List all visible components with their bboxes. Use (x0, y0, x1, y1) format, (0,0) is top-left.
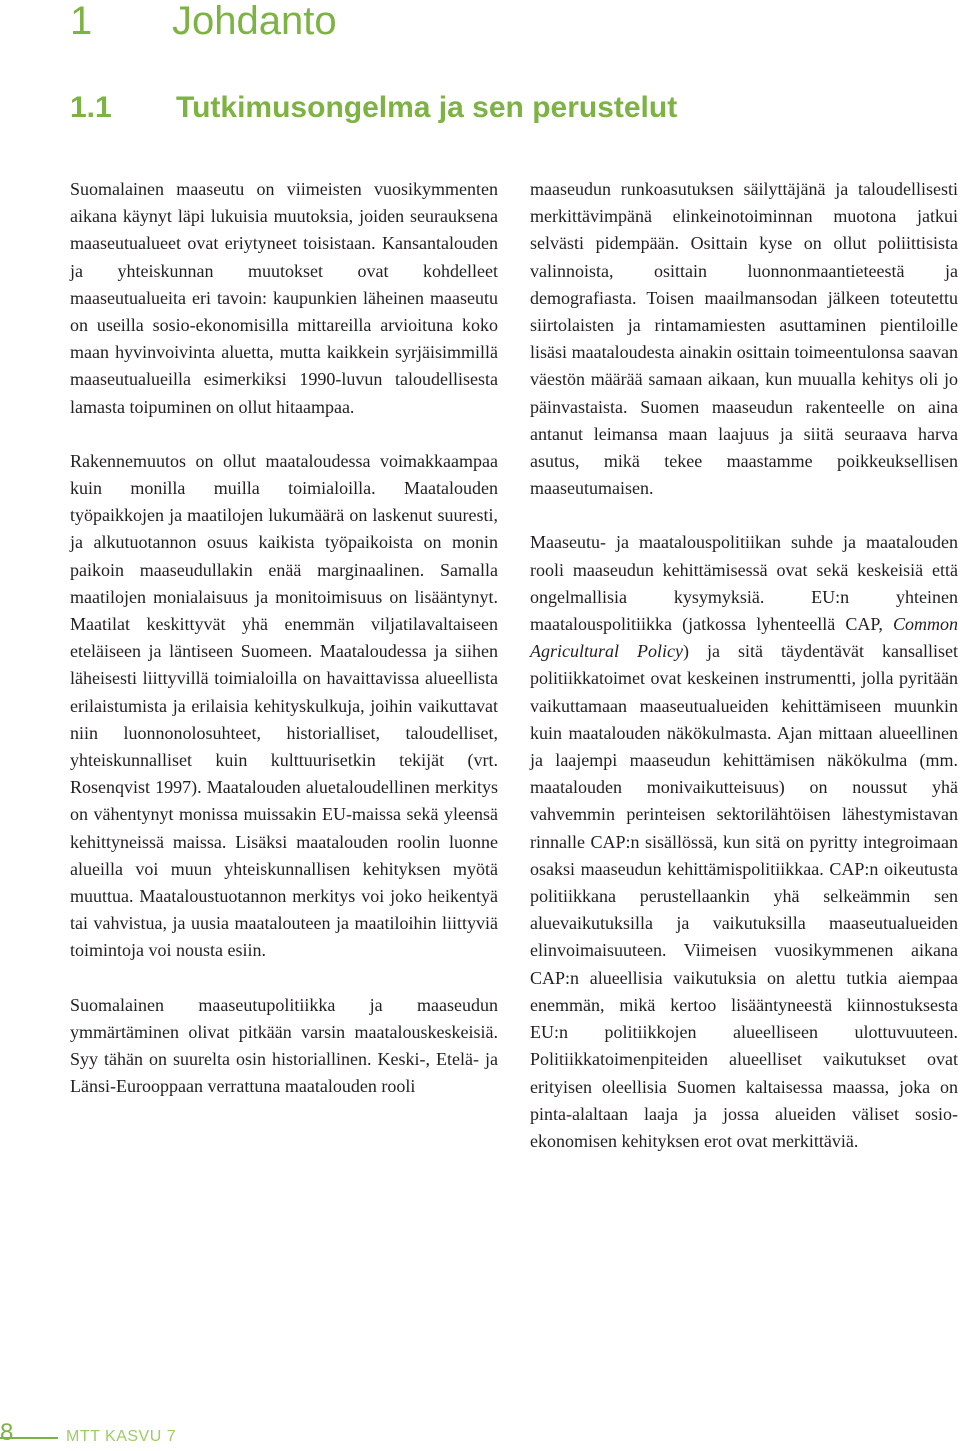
right-column (530, 176, 958, 1182)
paragraph-5 (530, 529, 958, 1155)
left-column (70, 176, 498, 1128)
page-number: 8 (0, 1419, 14, 1446)
section-title: Tutkimusongelma ja sen perustelut (176, 91, 678, 124)
chapter-number: 1 (70, 0, 93, 43)
cap-full-name: Common Agricultural Policy (530, 614, 958, 662)
paragraph-5-end: ) ja sitä täydentävät kansalliset politiikkatoimet ovat keskeinen instrumentti, jolla pyritään vaikuttamaan maaseutualueiden kehittämiseen muunkin kuin maatalouden näkökulmasta. Ajan mittaan alueellinen ja laajempi maaseudun kehittämisen näkökulma (mm. maatalouden monivaikutteisuus) on noussut yhä vahvemmin perinteisen sektorilähtöisen lähestymistavan rinnalle CAP:n sisällössä, kun sitä on pyritty integroimaan osaksi maaseudun kehittämispolitiikkaa. CAP:n oikeutusta politiikkana perustellaankin yhä selkeämmin sen aluevaikutuksilla ja vaikutuksilla maaseutualueiden elinvoimaisuuteen. Viimeisen vuosikymmenen aikana CAP:n alueellisia vaikutuksia on alettu tutkia aiempaa enemmän, mikä kertoo lisääntyneestä kiinnostuksesta EU:n politiikkojen alueelliseen ulottuvuuteen. Politiikkatoimenpiteiden alueelliset vaikutukset ovat erityisen oleellisia Suomen kaltaisessa maassa, joka on pinta-alaltaan laaja ja jossa alueiden väliset sosio-ekonomisen kehityksen erot ovat merkittäviä. (530, 641, 958, 1151)
chapter-title: Johdanto (172, 0, 337, 43)
paragraph-1: Suomalainen maaseutu on viimeisten vuosikymmenten aikana käynyt läpi lukuisia muutoksia, joiden seurauksena maaseutualueet ovat eriytyneet toisistaan. Kansantalouden ja yhteiskunnan muutokset ovat kohdelleet maaseutualueita eri tavoin: kaupunkien läheinen maaseutu on useilla sosio-ekonomisilla mittareilla arvioituna koko maan hyvinvoivinta aluetta, mutta kaikkein syrjäisimmillä maaseutualueilla esimerkiksi 1990-luvun taloudellisesta lamasta toipuminen on ollut hitaampaa. (70, 179, 498, 417)
chapter-heading (70, 0, 337, 48)
paragraph-4: maaseudun runkoasutuksen säilyttäjänä ja taloudellisesti merkittävimpänä elinkeinotoiminnan muotona jatkui selvästi pidempään. Osittain kyse on ollut poliittisista valinnoista, osittain luonnonmaantieteestä ja demografiasta. Toisen maailmansodan jälkeen toteutettu siirtolaisten ja rintamamiesten asuttaminen pientiloille lisäsi maataloudesta ainakin osittain toimeentulonsa saavan väestön määrää samaan aikaan, kun muualla kehitys oli jo päinvastaista. Suomen maaseudun rakenteelle on aina antanut leimansa maan laajuus ja siitä seuraava harva asutus, mikä tekee maastamme poikkeuksellisen maaseutumaisen. (530, 179, 958, 499)
section-heading (70, 86, 677, 130)
section-number: 1.1 (70, 91, 112, 124)
paragraph-2: Rakennemuutos on ollut maataloudessa voimakkaampaa kuin monilla muilla toimialoilla. Maatalouden työpaikkojen ja maatilojen lukumäärä on laskenut suuresti, ja alkutuotannon osuus kaikista työpaikoista on monin paikoin maaseudullakin enää marginaalinen. Samalla maatilojen monialaisuus ja monitoimisuus on lisääntynyt. Maatilat keskittyvät yhä enemmän viljatilavaltaiseen eteläiseen ja läntiseen Suomeen. Maataloudessa ja siihen läheisesti liittyvillä toimialoilla on havaittavissa alueellista erilaistumista ja erilaisia kehityskulkuja, joihin vaikuttavat niin luonnonolosuhteet, historialliset, taloudelliset, yhteiskunnalliset kuin kulttuurisetkin tekijät (vrt. Rosenqvist 1997). Maatalouden aluetaloudellinen merkitys on vähentynyt monissa muissakin EU-maissa sekä yleensä kehittyneissä maissa. Lisäksi maatalouden roolin luonne alueilla voi muun yhteiskunnallisen kehityksen myötä muuttua. Maataloustuotannon merkitys voi joko heikentyä tai vahvistua, ja uusia maatalouteen ja maatiloihin liittyviä toimintoja voi nousta esiin. (70, 450, 498, 961)
journal-name: MTT KASVU 7 (66, 1428, 177, 1445)
paragraph-3: Suomalainen maaseutupolitiikka ja maaseudun ymmärtäminen olivat pitkään varsin maatalouskeskeisiä. Syy tähän on suurelta osin historiallinen. Keski-, Etelä- ja Länsi-Eurooppaan verrattuna maatalouden rooli (70, 994, 498, 1097)
paragraph-5-start: Maaseutu- ja maatalouspolitiikan suhde ja maatalouden rooli maaseudun kehittämisessä ovat sekä keskeisiä että ongelmallisia kysymyksiä. EU:n yhteinen maatalouspolitiikka (jatkossa lyhenteellä CAP, (530, 532, 958, 635)
